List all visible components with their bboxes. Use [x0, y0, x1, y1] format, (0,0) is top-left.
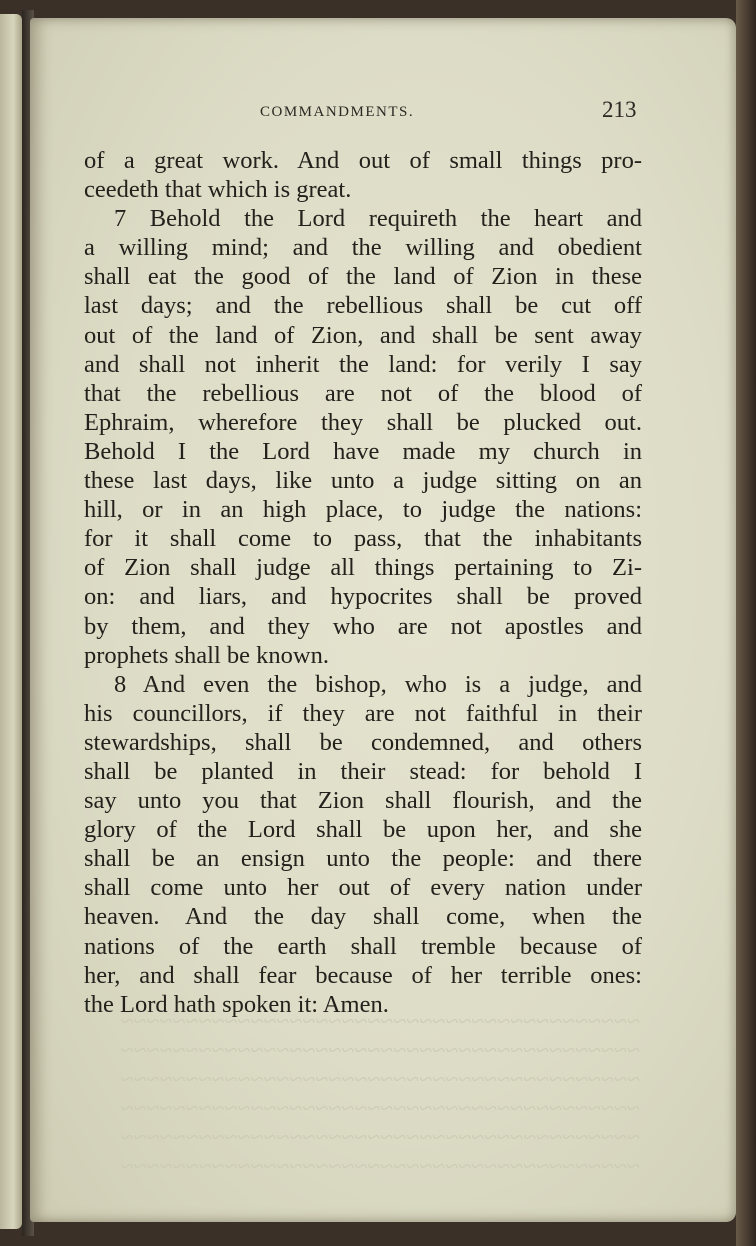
text-line: and shall not inherit the land: for verily I say: [84, 350, 642, 378]
text-line: heaven. And the day shall come, when the: [84, 903, 642, 931]
book-cover-edge: [736, 0, 756, 1246]
text-line: stewardships, shall be condemned, and others: [84, 728, 642, 756]
page-header: [54, 74, 637, 122]
page-body-text: [84, 146, 642, 1019]
page-number: 213: [602, 97, 637, 122]
text-line: by them, and they who are not apostles and: [84, 612, 642, 640]
text-line: these last days, like unto a judge sitting on an: [84, 467, 642, 495]
text-line: 7 Behold the Lord requireth the heart and: [114, 205, 642, 233]
text-line: 8 And even the bishop, who is a judge, and: [114, 670, 642, 698]
text-line: Ephraim, wherefore they shall be plucked out.: [84, 408, 642, 436]
text-line: her, and shall fear because of her terrible ones:: [84, 961, 642, 989]
bleed-through-text: ~~~~~~~~~~~~~~~~~~~~~~~~~~~~~~~~~~~~~~~~ ~~~~~~~~~~~~~~~~~~~~~~~~~~~~~~~~~~~~~~~~ ~~~~~~~~~~~~~~~~~~~~~~~~~~~~~~~~~~~~~~~~ ~~~~~~~~~~~~~~~~~~~~~~~~~~~~~~~~~~~~~~~~ ~~~~~~~~~~~~~~~~~~~~~~~~~~~~~~~~~~~~~~~~ ~~~~~~~~~~~~~~~~~~~~~~~~~~~~~~~~~~~~~~~~: [120, 1009, 640, 1180]
text-line: hill, or in an high place, to judge the nations:: [84, 496, 642, 524]
text-line: last days; and the rebellious shall be cut off: [84, 292, 642, 320]
text-line: shall be an ensign unto the people: and there: [84, 845, 642, 873]
text-line: ceedeth that which is great.: [84, 176, 352, 204]
text-line: shall eat the good of the land of Zion in these: [84, 263, 642, 291]
previous-page-edge: [0, 14, 22, 1229]
text-line: prophets shall be known.: [84, 641, 329, 669]
text-line: a willing mind; and the willing and obedient: [84, 234, 642, 262]
text-line: say unto you that Zion shall flourish, and the: [84, 787, 642, 815]
text-line: shall come unto her out of every nation under: [84, 874, 642, 902]
text-line: the Lord hath spoken it: Amen.: [84, 990, 389, 1018]
text-line: of a great work. And out of small things pro-: [84, 147, 642, 174]
text-line: his councillors, if they are not faithful in their: [84, 699, 642, 727]
text-line: glory of the Lord shall be upon her, and she: [84, 816, 642, 844]
text-line: Behold I the Lord have made my church in: [84, 437, 642, 465]
text-line: for it shall come to pass, that the inhabitants: [84, 525, 642, 553]
text-line: shall be planted in their stead: for behold I: [84, 757, 642, 785]
text-line: nations of the earth shall tremble because of: [84, 932, 642, 960]
text-line: of Zion shall judge all things pertaining to Zi-: [84, 554, 642, 582]
text-line: on: and liars, and hypocrites shall be proved: [84, 583, 642, 611]
running-head: COMMANDMENTS.: [260, 104, 415, 120]
text-line: out of the land of Zion, and shall be sent away: [84, 321, 642, 349]
text-line: that the rebellious are not of the blood of: [84, 379, 642, 407]
